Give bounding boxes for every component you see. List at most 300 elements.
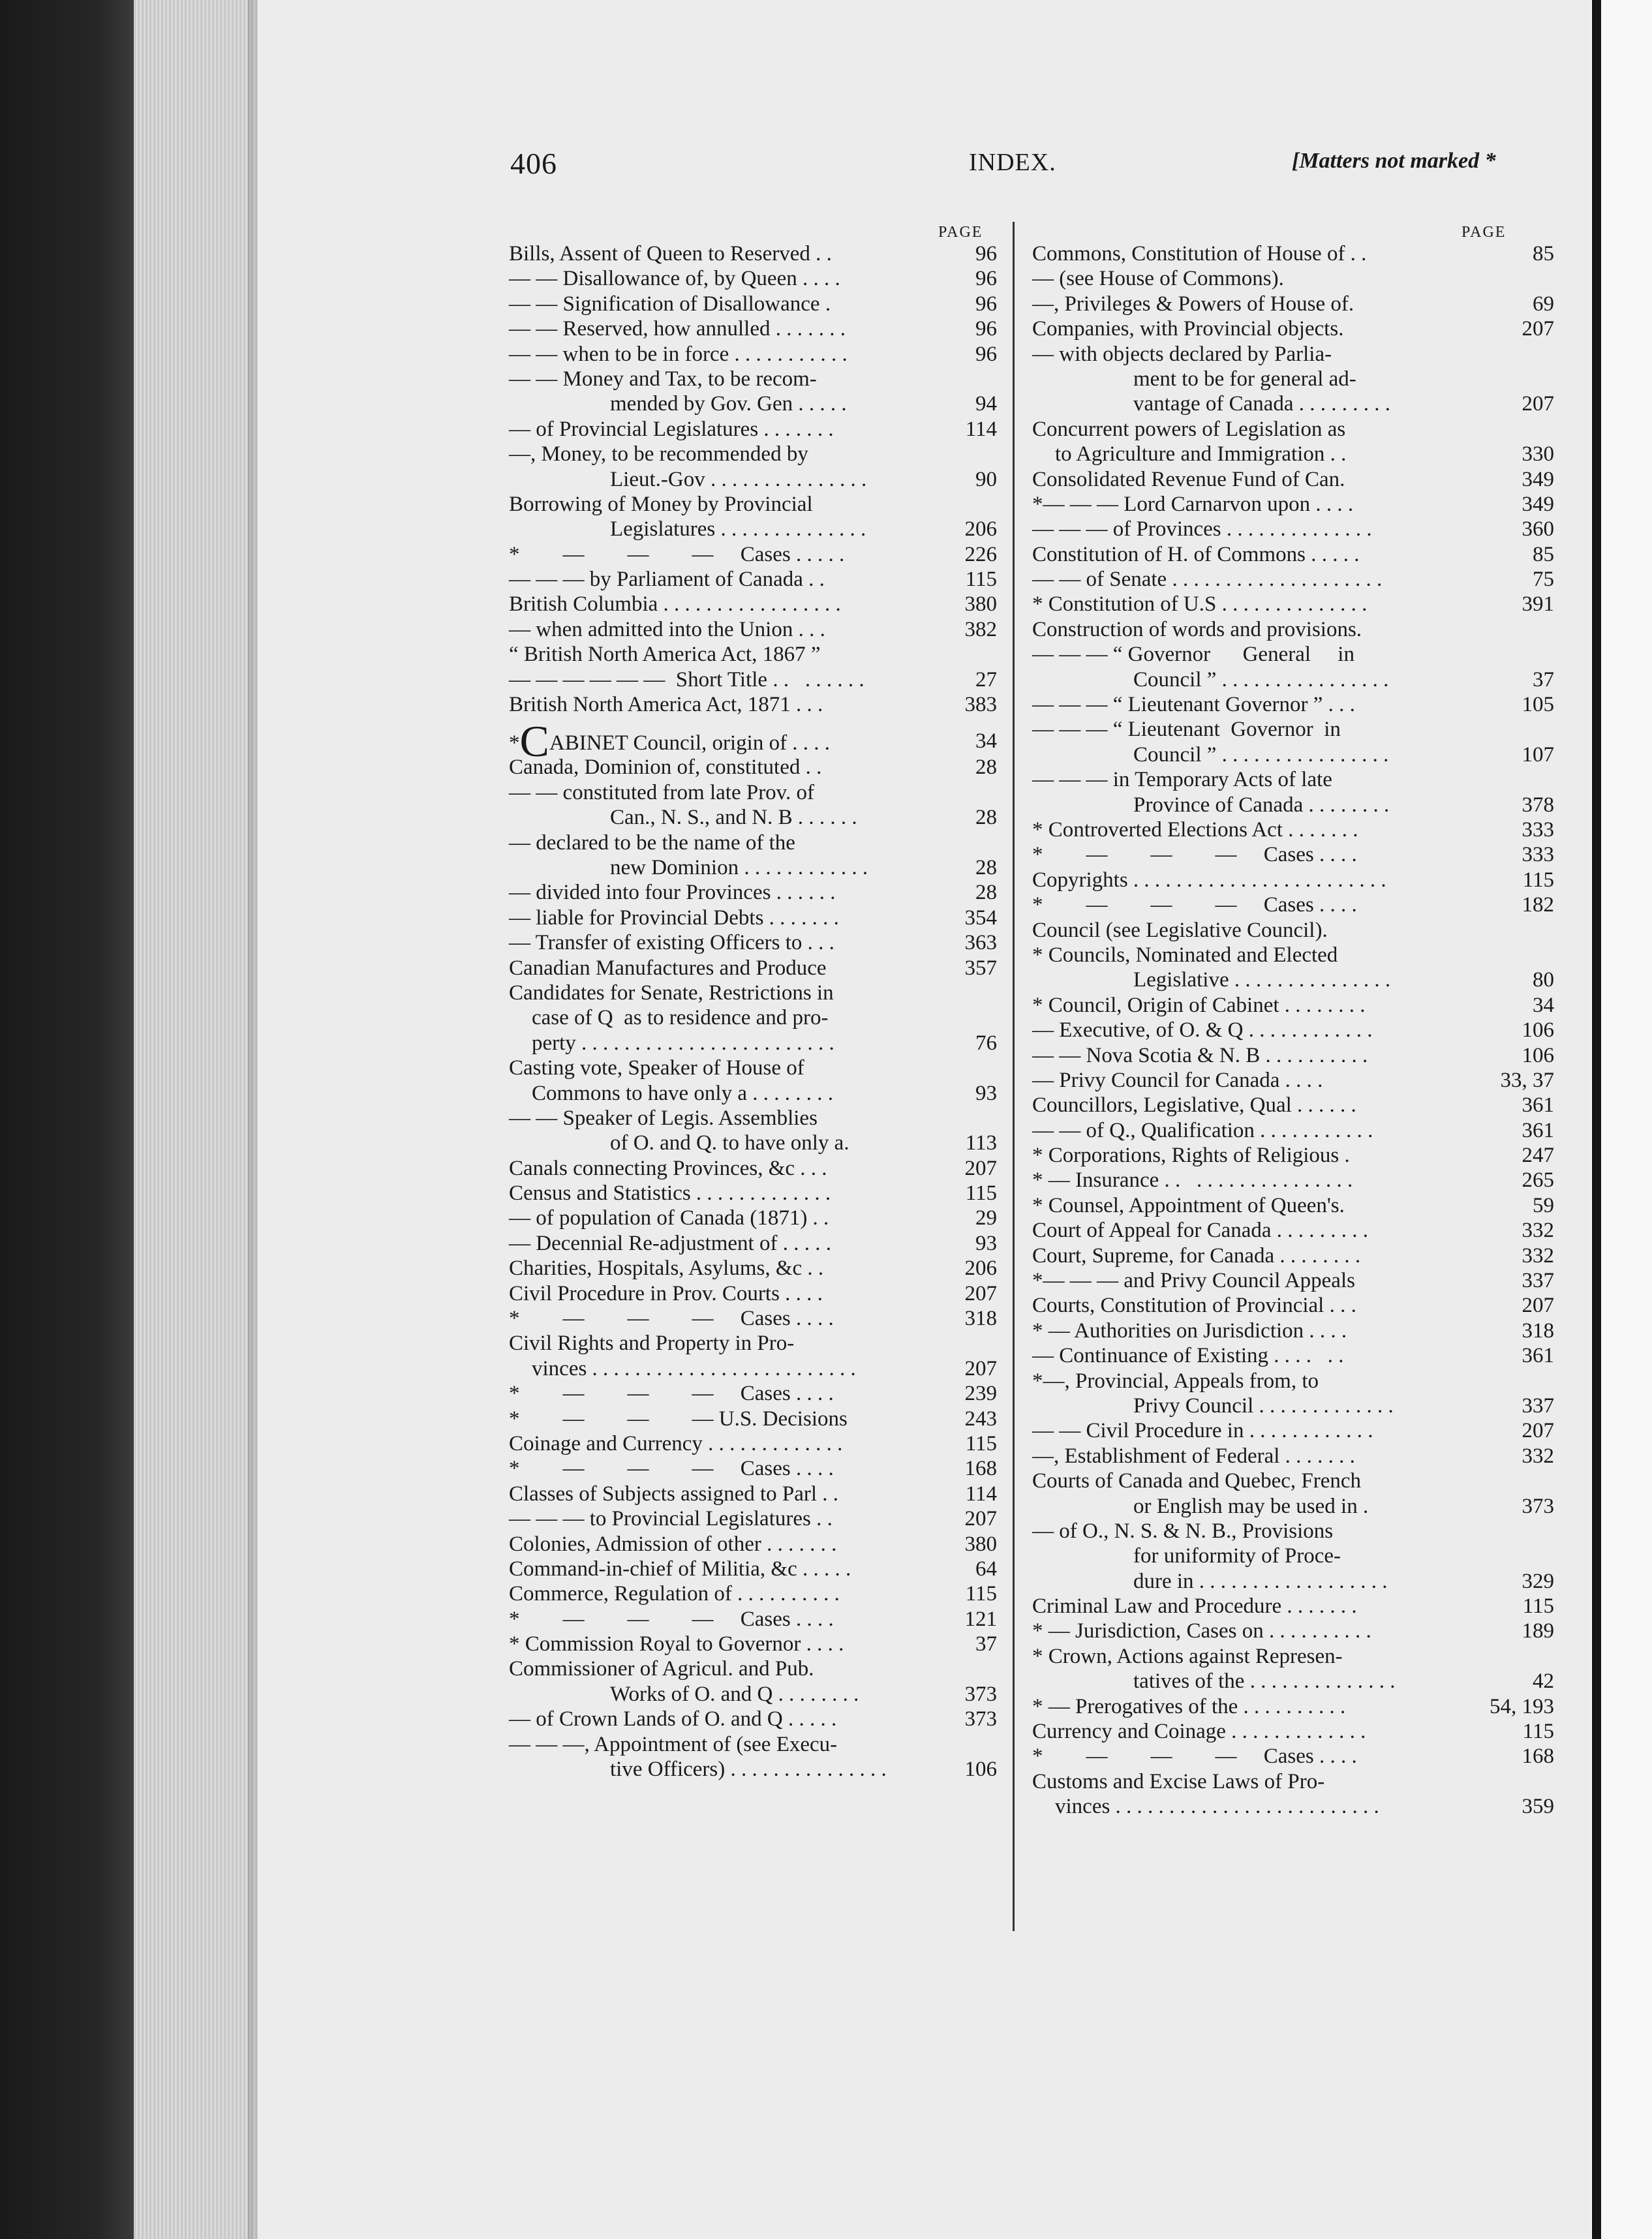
entry-page-number: 28 xyxy=(975,755,997,780)
entry-page-number: 115 xyxy=(1522,1720,1554,1744)
index-entry xyxy=(509,956,997,981)
index-entry xyxy=(1032,342,1554,367)
entry-page-number: 361 xyxy=(1522,1344,1554,1368)
entry-text: — — — “ Governor General in xyxy=(1032,643,1354,667)
entry-text: Works of O. and Q . . . . . . . . xyxy=(610,1682,859,1706)
entry-text: Borrowing of Money by Provincial xyxy=(509,492,813,516)
entry-page-number: 239 xyxy=(964,1382,997,1406)
index-entry xyxy=(509,292,997,316)
page-edges xyxy=(134,0,258,2239)
entry-page-number: 105 xyxy=(1522,693,1554,717)
entry-page-number: 206 xyxy=(964,517,997,541)
entry-text: * Counsel, Appointment of Queen's. xyxy=(1032,1193,1345,1217)
entry-page-number: 42 xyxy=(1533,1669,1554,1694)
index-entry xyxy=(509,417,997,442)
entry-page-number: 207 xyxy=(1522,1419,1554,1443)
entry-text: Province of Canada . . . . . . . . xyxy=(1133,793,1390,817)
entry-page-number: 69 xyxy=(1533,292,1554,316)
index-entry xyxy=(1032,993,1554,1018)
entry-text: — — of Q., Qualification . . . . . . . . . . . xyxy=(1032,1118,1373,1142)
index-entry xyxy=(509,1407,997,1431)
entry-page-number: 59 xyxy=(1533,1193,1554,1217)
index-entry xyxy=(509,567,997,592)
entry-page-number: 93 xyxy=(975,1081,997,1105)
entry-text: * Constitution of U.S . . . . . . . . . . . . . . xyxy=(1032,592,1368,617)
index-entry xyxy=(1032,717,1554,742)
entry-page-number: 380 xyxy=(964,1532,997,1556)
index-entry xyxy=(509,1181,997,1206)
entry-text: Courts, Constitution of Provincial . . . xyxy=(1032,1294,1356,1318)
entry-text: or English may be used in . xyxy=(1133,1494,1369,1518)
index-entry xyxy=(509,855,997,880)
index-entry xyxy=(1032,617,1554,642)
entry-page-number: 265 xyxy=(1522,1168,1554,1193)
entry-text: — — Nova Scotia & N. B . . . . . . . . . . xyxy=(1032,1043,1368,1067)
entry-text: Charities, Hospitals, Asylums, &c . . xyxy=(509,1257,824,1281)
index-entry xyxy=(509,1331,997,1356)
entry-text: Construction of words and provisions. xyxy=(1032,617,1362,641)
index-entry xyxy=(1032,1318,1554,1343)
index-entry xyxy=(1032,417,1554,442)
entry-page-number: 85 xyxy=(1533,242,1554,266)
index-entry xyxy=(509,1757,997,1782)
entry-text: vantage of Canada . . . . . . . . . xyxy=(1133,392,1391,416)
entry-page-number: 114 xyxy=(965,417,997,441)
index-entry xyxy=(509,830,997,855)
entry-text: for uniformity of Proce- xyxy=(1133,1544,1341,1568)
entry-text: — — of Senate . . . . . . . . . . . . . . . . . . . . xyxy=(1032,568,1383,592)
entry-text: Census and Statistics . . . . . . . . . . . . . xyxy=(509,1181,831,1206)
entry-page-number: 96 xyxy=(975,317,997,341)
index-entry xyxy=(1032,1794,1554,1819)
entry-text: British Columbia . . . . . . . . . . . . . . . . . xyxy=(509,592,841,617)
index-entry xyxy=(1032,1293,1554,1318)
entry-text: Council (see Legislative Council). xyxy=(1032,918,1328,942)
entry-text: * — — — U.S. Decisions xyxy=(509,1407,848,1431)
entry-marker: * xyxy=(509,731,520,755)
entry-page-number: 189 xyxy=(1522,1619,1554,1643)
entry-text-rest: ABINET Council, origin of . . . . xyxy=(549,731,831,755)
index-entry xyxy=(509,542,997,567)
header-note: [Matters not marked * xyxy=(1292,149,1496,173)
entry-page-number: 106 xyxy=(964,1758,997,1782)
index-entry xyxy=(1032,1168,1554,1193)
index-entry xyxy=(1032,892,1554,917)
entry-text: Civil Rights and Property in Pro- xyxy=(509,1332,795,1356)
entry-text: — — Civil Procedure in . . . . . . . . . . . . xyxy=(1032,1419,1373,1443)
entry-page-number: 115 xyxy=(1522,1594,1554,1619)
index-entry xyxy=(1032,367,1554,391)
entry-page-number: 363 xyxy=(964,931,997,955)
index-entry xyxy=(1032,442,1554,466)
page-number: 406 xyxy=(510,147,557,180)
index-entry xyxy=(1032,1569,1554,1594)
entry-page-number: 207 xyxy=(1522,1294,1554,1318)
entry-text: * — Prerogatives of the . . . . . . . . . . xyxy=(1032,1694,1346,1718)
entry-page-number: 29 xyxy=(975,1206,997,1230)
index-entry xyxy=(1032,1343,1554,1368)
entry-text: “ British North America Act, 1867 ” xyxy=(509,643,821,667)
entry-text: *— — — and Privy Council Appeals xyxy=(1032,1269,1355,1293)
index-entry xyxy=(509,1031,997,1056)
entry-text: — — — “ Lieutenant Governor ” . . . xyxy=(1032,693,1355,717)
entry-text: — — — of Provinces . . . . . . . . . . . . . . xyxy=(1032,517,1372,541)
entry-page-number: 382 xyxy=(964,617,997,641)
entry-page-number: 80 xyxy=(1533,968,1554,992)
index-entry xyxy=(509,1356,997,1381)
index-entry xyxy=(509,1632,997,1656)
entry-text: Commerce, Regulation of . . . . . . . . . . xyxy=(509,1582,840,1606)
entry-text: Candidates for Senate, Restrictions in xyxy=(509,981,834,1005)
entry-page-number: 332 xyxy=(1522,1219,1554,1243)
index-entry xyxy=(509,1682,997,1707)
entry-text: Councillors, Legislative, Qual . . . . . . xyxy=(1032,1093,1356,1118)
entry-text: Casting vote, Speaker of House of xyxy=(509,1056,804,1080)
entry-text: * — — — Cases . . . . xyxy=(1032,1744,1357,1769)
index-entry xyxy=(1032,1218,1554,1243)
entry-text: — — —, Appointment of (see Execu- xyxy=(509,1732,838,1756)
index-entry xyxy=(509,1707,997,1731)
index-entry xyxy=(509,266,997,291)
entry-page-number: 115 xyxy=(965,1431,997,1455)
scan-border xyxy=(0,0,134,2239)
index-entry xyxy=(509,316,997,341)
entry-page-number: 207 xyxy=(964,1156,997,1180)
entry-text: Courts of Canada and Quebec, French xyxy=(1032,1469,1362,1493)
entry-page-number: 333 xyxy=(1522,843,1554,867)
entry-page-number: 33, 37 xyxy=(1500,1068,1554,1092)
entry-text: Commons, Constitution of House of . . xyxy=(1032,242,1367,266)
index-entry xyxy=(1032,1494,1554,1519)
index-entry xyxy=(509,692,997,717)
entry-page-number: 85 xyxy=(1533,542,1554,566)
entry-text: Council ” . . . . . . . . . . . . . . . . xyxy=(1133,667,1389,692)
entry-text: — liable for Provincial Debts . . . . . . . xyxy=(509,906,839,930)
index-entry xyxy=(1032,793,1554,817)
entry-text: Commissioner of Agricul. and Pub. xyxy=(509,1657,814,1681)
entry-text: — — — by Parliament of Canada . . xyxy=(509,568,825,592)
entry-text: * — — — Cases . . . . xyxy=(509,1382,834,1406)
entry-page-number: 168 xyxy=(1522,1744,1554,1769)
index-entry xyxy=(1032,1769,1554,1794)
index-entry xyxy=(509,617,997,642)
entry-page-number: 330 xyxy=(1522,442,1554,466)
index-entry xyxy=(1032,1644,1554,1669)
entry-page-number: 114 xyxy=(965,1482,997,1506)
entry-text: Lieut.-Gov . . . . . . . . . . . . . . . xyxy=(610,467,867,491)
entry-page-number: 37 xyxy=(975,1632,997,1656)
entry-page-number: 391 xyxy=(1522,592,1554,617)
index-entry xyxy=(1032,467,1554,492)
entry-page-number: 383 xyxy=(964,693,997,717)
index-entry xyxy=(1032,542,1554,567)
index-entry xyxy=(509,1532,997,1557)
entry-page-number: 106 xyxy=(1522,1043,1554,1067)
index-entry xyxy=(1032,1619,1554,1643)
entry-text: Canadian Manufactures and Produce xyxy=(509,956,827,980)
index-column-left xyxy=(509,241,997,1782)
index-entry xyxy=(1032,1068,1554,1093)
entry-text: Civil Procedure in Prov. Courts . . . . xyxy=(509,1281,823,1305)
entry-text: — of population of Canada (1871) . . xyxy=(509,1206,829,1230)
entry-text: — Transfer of existing Officers to . . . xyxy=(509,931,834,955)
index-entry xyxy=(1032,817,1554,842)
entry-page-number: 349 xyxy=(1522,492,1554,516)
index-entry xyxy=(509,367,997,391)
entry-page-number: 34 xyxy=(975,729,997,754)
entry-page-number: 182 xyxy=(1522,893,1554,917)
entry-page-number: 226 xyxy=(964,542,997,566)
index-entry xyxy=(1032,592,1554,617)
entry-page-number: 207 xyxy=(964,1281,997,1305)
index-entry xyxy=(1032,918,1554,943)
index-entry xyxy=(509,981,997,1005)
entry-page-number: 28 xyxy=(975,806,997,830)
entry-page-number: 168 xyxy=(964,1457,997,1481)
entry-text: tive Officers) . . . . . . . . . . . . . . . xyxy=(610,1758,887,1782)
entry-text: *—, Provincial, Appeals from, to xyxy=(1032,1369,1319,1393)
entry-text: — — Reserved, how annulled . . . . . . . xyxy=(509,317,846,341)
index-entry xyxy=(509,1506,997,1531)
index-entry xyxy=(1032,967,1554,992)
index-entry xyxy=(1032,642,1554,667)
entry-page-number: 106 xyxy=(1522,1018,1554,1043)
entry-text: Currency and Coinage . . . . . . . . . . . . . xyxy=(1032,1720,1366,1744)
entry-page-number: 318 xyxy=(1522,1318,1554,1343)
entry-text: dure in . . . . . . . . . . . . . . . . . . xyxy=(1133,1569,1388,1593)
entry-page-number: 28 xyxy=(975,855,997,879)
index-entry xyxy=(1032,1544,1554,1568)
entry-page-number: 115 xyxy=(965,568,997,592)
index-entry xyxy=(509,492,997,517)
entry-page-number: 361 xyxy=(1522,1118,1554,1142)
index-entry xyxy=(1032,842,1554,867)
entry-page-number: 93 xyxy=(975,1231,997,1255)
entry-text: Court, Supreme, for Canada . . . . . . . . xyxy=(1032,1243,1361,1268)
index-entry xyxy=(1032,1243,1554,1268)
entry-page-number: 207 xyxy=(1522,317,1554,341)
entry-page-number: 361 xyxy=(1522,1093,1554,1118)
entry-page-number: 206 xyxy=(964,1257,997,1281)
entry-text: — Continuance of Existing . . . . . . xyxy=(1032,1344,1344,1368)
entry-text: of O. and Q. to have only a. xyxy=(610,1131,849,1155)
entry-page-number: 113 xyxy=(965,1131,997,1155)
index-entry xyxy=(509,667,997,692)
entry-text: —, Privileges & Powers of House of. xyxy=(1032,292,1354,316)
index-entry xyxy=(1032,1744,1554,1769)
entry-page-number: 37 xyxy=(1533,667,1554,692)
index-entry xyxy=(1032,1394,1554,1418)
index-entry xyxy=(1032,391,1554,416)
index-entry xyxy=(1032,1444,1554,1469)
entry-text: Canada, Dominion of, constituted . . xyxy=(509,755,822,780)
entry-text: — Decennial Re-adjustment of . . . . . xyxy=(509,1231,831,1255)
entry-text: — — — — — — Short Title . . . . . . . . xyxy=(509,667,864,692)
entry-page-number: 337 xyxy=(1522,1394,1554,1418)
index-entry xyxy=(1032,1093,1554,1118)
entry-page-number: 333 xyxy=(1522,817,1554,842)
index-entry xyxy=(1032,1519,1554,1544)
index-entry xyxy=(1032,1669,1554,1694)
entry-page-number: 332 xyxy=(1522,1243,1554,1268)
index-entry xyxy=(509,1131,997,1155)
entry-page-number: 115 xyxy=(965,1582,997,1606)
entry-text: * — — — Cases . . . . xyxy=(1032,893,1357,917)
index-entry xyxy=(1032,1268,1554,1293)
entry-page-number: 28 xyxy=(975,881,997,905)
entry-text: — when admitted into the Union . . . xyxy=(509,617,825,641)
entry-page-number: 373 xyxy=(1522,1494,1554,1518)
index-entry xyxy=(509,1381,997,1406)
index-entry xyxy=(1032,1143,1554,1168)
drop-cap-letter: C xyxy=(519,716,549,767)
index-entry xyxy=(509,1081,997,1106)
entry-text: * — — — Cases . . . . xyxy=(1032,843,1357,867)
index-entry xyxy=(1032,667,1554,692)
index-entry xyxy=(509,805,997,830)
entry-page-number: 332 xyxy=(1522,1444,1554,1468)
index-entry xyxy=(1032,266,1554,291)
index-entry xyxy=(509,1281,997,1306)
entry-page-number: 337 xyxy=(1522,1269,1554,1293)
entry-text: Bills, Assent of Queen to Reserved . . xyxy=(509,242,832,266)
entry-page-number: 27 xyxy=(975,667,997,692)
index-entry xyxy=(1032,692,1554,717)
entry-text: vinces . . . . . . . . . . . . . . . . . . . . . . . . . xyxy=(532,1356,856,1380)
entry-text: — — when to be in force . . . . . . . . . . . xyxy=(509,342,848,366)
entry-text: * Commission Royal to Governor . . . . xyxy=(509,1632,844,1656)
entry-text: — — — in Temporary Acts of late xyxy=(1032,768,1332,792)
entry-text xyxy=(509,716,831,767)
index-entry xyxy=(1032,1369,1554,1394)
index-entry xyxy=(509,755,997,780)
index-entry xyxy=(509,1206,997,1230)
entry-text: — Executive, of O. & Q . . . . . . . . . . . . xyxy=(1032,1018,1373,1043)
index-entry xyxy=(509,1056,997,1080)
entry-page-number: 90 xyxy=(975,467,997,491)
entry-text: * — Jurisdiction, Cases on . . . . . . . . . . xyxy=(1032,1619,1371,1643)
entry-text: Criminal Law and Procedure . . . . . . . xyxy=(1032,1594,1357,1619)
entry-page-number: 207 xyxy=(1522,392,1554,416)
entry-text: vinces . . . . . . . . . . . . . . . . . . . . . . . . . xyxy=(1055,1795,1379,1819)
entry-text: — declared to be the name of the xyxy=(509,830,795,855)
entry-text: Command-in-chief of Militia, &c . . . . . xyxy=(509,1557,851,1581)
entry-text: Privy Council . . . . . . . . . . . . . xyxy=(1133,1394,1394,1418)
entry-text: tatives of the . . . . . . . . . . . . . . xyxy=(1133,1669,1396,1694)
index-entry xyxy=(1032,742,1554,767)
entry-page-number: 54, 193 xyxy=(1490,1694,1554,1718)
entry-text: Classes of Subjects assigned to Parl . . xyxy=(509,1482,839,1506)
entry-text: — — — to Provincial Legislatures . . xyxy=(509,1507,833,1531)
entry-text: Companies, with Provincial objects. xyxy=(1032,317,1344,341)
index-entry xyxy=(1032,517,1554,541)
entry-page-number: 96 xyxy=(975,292,997,316)
index-entry xyxy=(509,1106,997,1131)
index-entry xyxy=(509,1431,997,1456)
entry-page-number: 207 xyxy=(964,1507,997,1531)
entry-page-number: 96 xyxy=(975,342,997,366)
entry-text: * — — — Cases . . . . xyxy=(509,1307,834,1331)
index-entry xyxy=(509,517,997,541)
left-column-page-heading: PAGE xyxy=(938,224,983,241)
entry-text: — (see House of Commons). xyxy=(1032,267,1284,291)
entry-text: — with objects declared by Parlia- xyxy=(1032,342,1332,366)
entry-page-number: 357 xyxy=(964,956,997,980)
entry-page-number: 360 xyxy=(1522,517,1554,541)
entry-text: Commons to have only a . . . . . . . . xyxy=(532,1081,833,1105)
entry-text: Copyrights . . . . . . . . . . . . . . . . . . . . . . . . xyxy=(1032,868,1386,892)
entry-text: ment to be for general ad- xyxy=(1133,367,1356,391)
entry-page-number: 359 xyxy=(1522,1795,1554,1819)
entry-page-number: 207 xyxy=(964,1356,997,1380)
index-entry xyxy=(1032,567,1554,592)
entry-page-number: 34 xyxy=(1533,993,1554,1017)
index-entry xyxy=(1032,1594,1554,1619)
index-entry xyxy=(1032,767,1554,792)
entry-text: Consolidated Revenue Fund of Can. xyxy=(1032,467,1345,491)
entry-text: Council ” . . . . . . . . . . . . . . . . xyxy=(1133,742,1389,767)
entry-text: * Crown, Actions against Represen- xyxy=(1032,1644,1343,1668)
entry-text: perty . . . . . . . . . . . . . . . . . . . . . . . . xyxy=(532,1031,834,1055)
index-entry xyxy=(1032,492,1554,517)
index-entry xyxy=(509,1581,997,1606)
entry-text: Customs and Excise Laws of Pro- xyxy=(1032,1769,1325,1793)
entry-page-number: 96 xyxy=(975,242,997,266)
index-entry xyxy=(1032,1719,1554,1744)
index-entry xyxy=(509,1156,997,1181)
entry-text: — — Money and Tax, to be recom- xyxy=(509,367,817,391)
entry-text: *— — — Lord Carnarvon upon . . . . xyxy=(1032,492,1354,516)
entry-text: — of O., N. S. & N. B., Provisions xyxy=(1032,1519,1334,1543)
entry-page-number: 373 xyxy=(964,1682,997,1706)
index-entry xyxy=(509,1732,997,1757)
index-entry xyxy=(1032,292,1554,316)
entry-text: * — — — Cases . . . . xyxy=(509,1457,834,1481)
index-entry xyxy=(509,716,997,767)
index-entry xyxy=(1032,1694,1554,1719)
entry-text: * Council, Origin of Cabinet . . . . . . . . xyxy=(1032,993,1366,1017)
index-entry xyxy=(509,592,997,617)
entry-text: Coinage and Currency . . . . . . . . . . . . . xyxy=(509,1431,843,1455)
entry-text: * Councils, Nominated and Elected xyxy=(1032,943,1338,967)
index-entry xyxy=(509,1456,997,1481)
entry-text: — — constituted from late Prov. of xyxy=(509,780,815,804)
entry-page-number: 96 xyxy=(975,267,997,291)
entry-text: Constitution of H. of Commons . . . . . xyxy=(1032,542,1360,566)
index-entry xyxy=(509,1005,997,1030)
entry-text: * Corporations, Rights of Religious . xyxy=(1032,1144,1350,1168)
entry-text: mended by Gov. Gen . . . . . xyxy=(610,392,847,416)
right-border xyxy=(1591,0,1652,2239)
entry-text: Legislatures . . . . . . . . . . . . . . xyxy=(610,517,866,541)
entry-text: — — — “ Lieutenant Governor in xyxy=(1032,718,1341,742)
entry-text: * Controverted Elections Act . . . . . . . xyxy=(1032,817,1358,842)
index-entry xyxy=(509,1306,997,1331)
entry-page-number: 349 xyxy=(1522,467,1554,491)
index-entry xyxy=(509,1231,997,1256)
index-entry xyxy=(509,342,997,367)
entry-text: new Dominion . . . . . . . . . . . . xyxy=(610,855,868,879)
index-entry xyxy=(509,780,997,805)
index-entry xyxy=(509,642,997,667)
index-entry xyxy=(1032,1018,1554,1043)
entry-page-number: 64 xyxy=(975,1557,997,1581)
index-entry xyxy=(1032,1418,1554,1443)
entry-page-number: 115 xyxy=(1522,868,1554,892)
index-entry xyxy=(509,391,997,416)
entry-text: to Agriculture and Immigration . . xyxy=(1055,442,1347,466)
entry-text: British North America Act, 1871 . . . xyxy=(509,693,823,717)
